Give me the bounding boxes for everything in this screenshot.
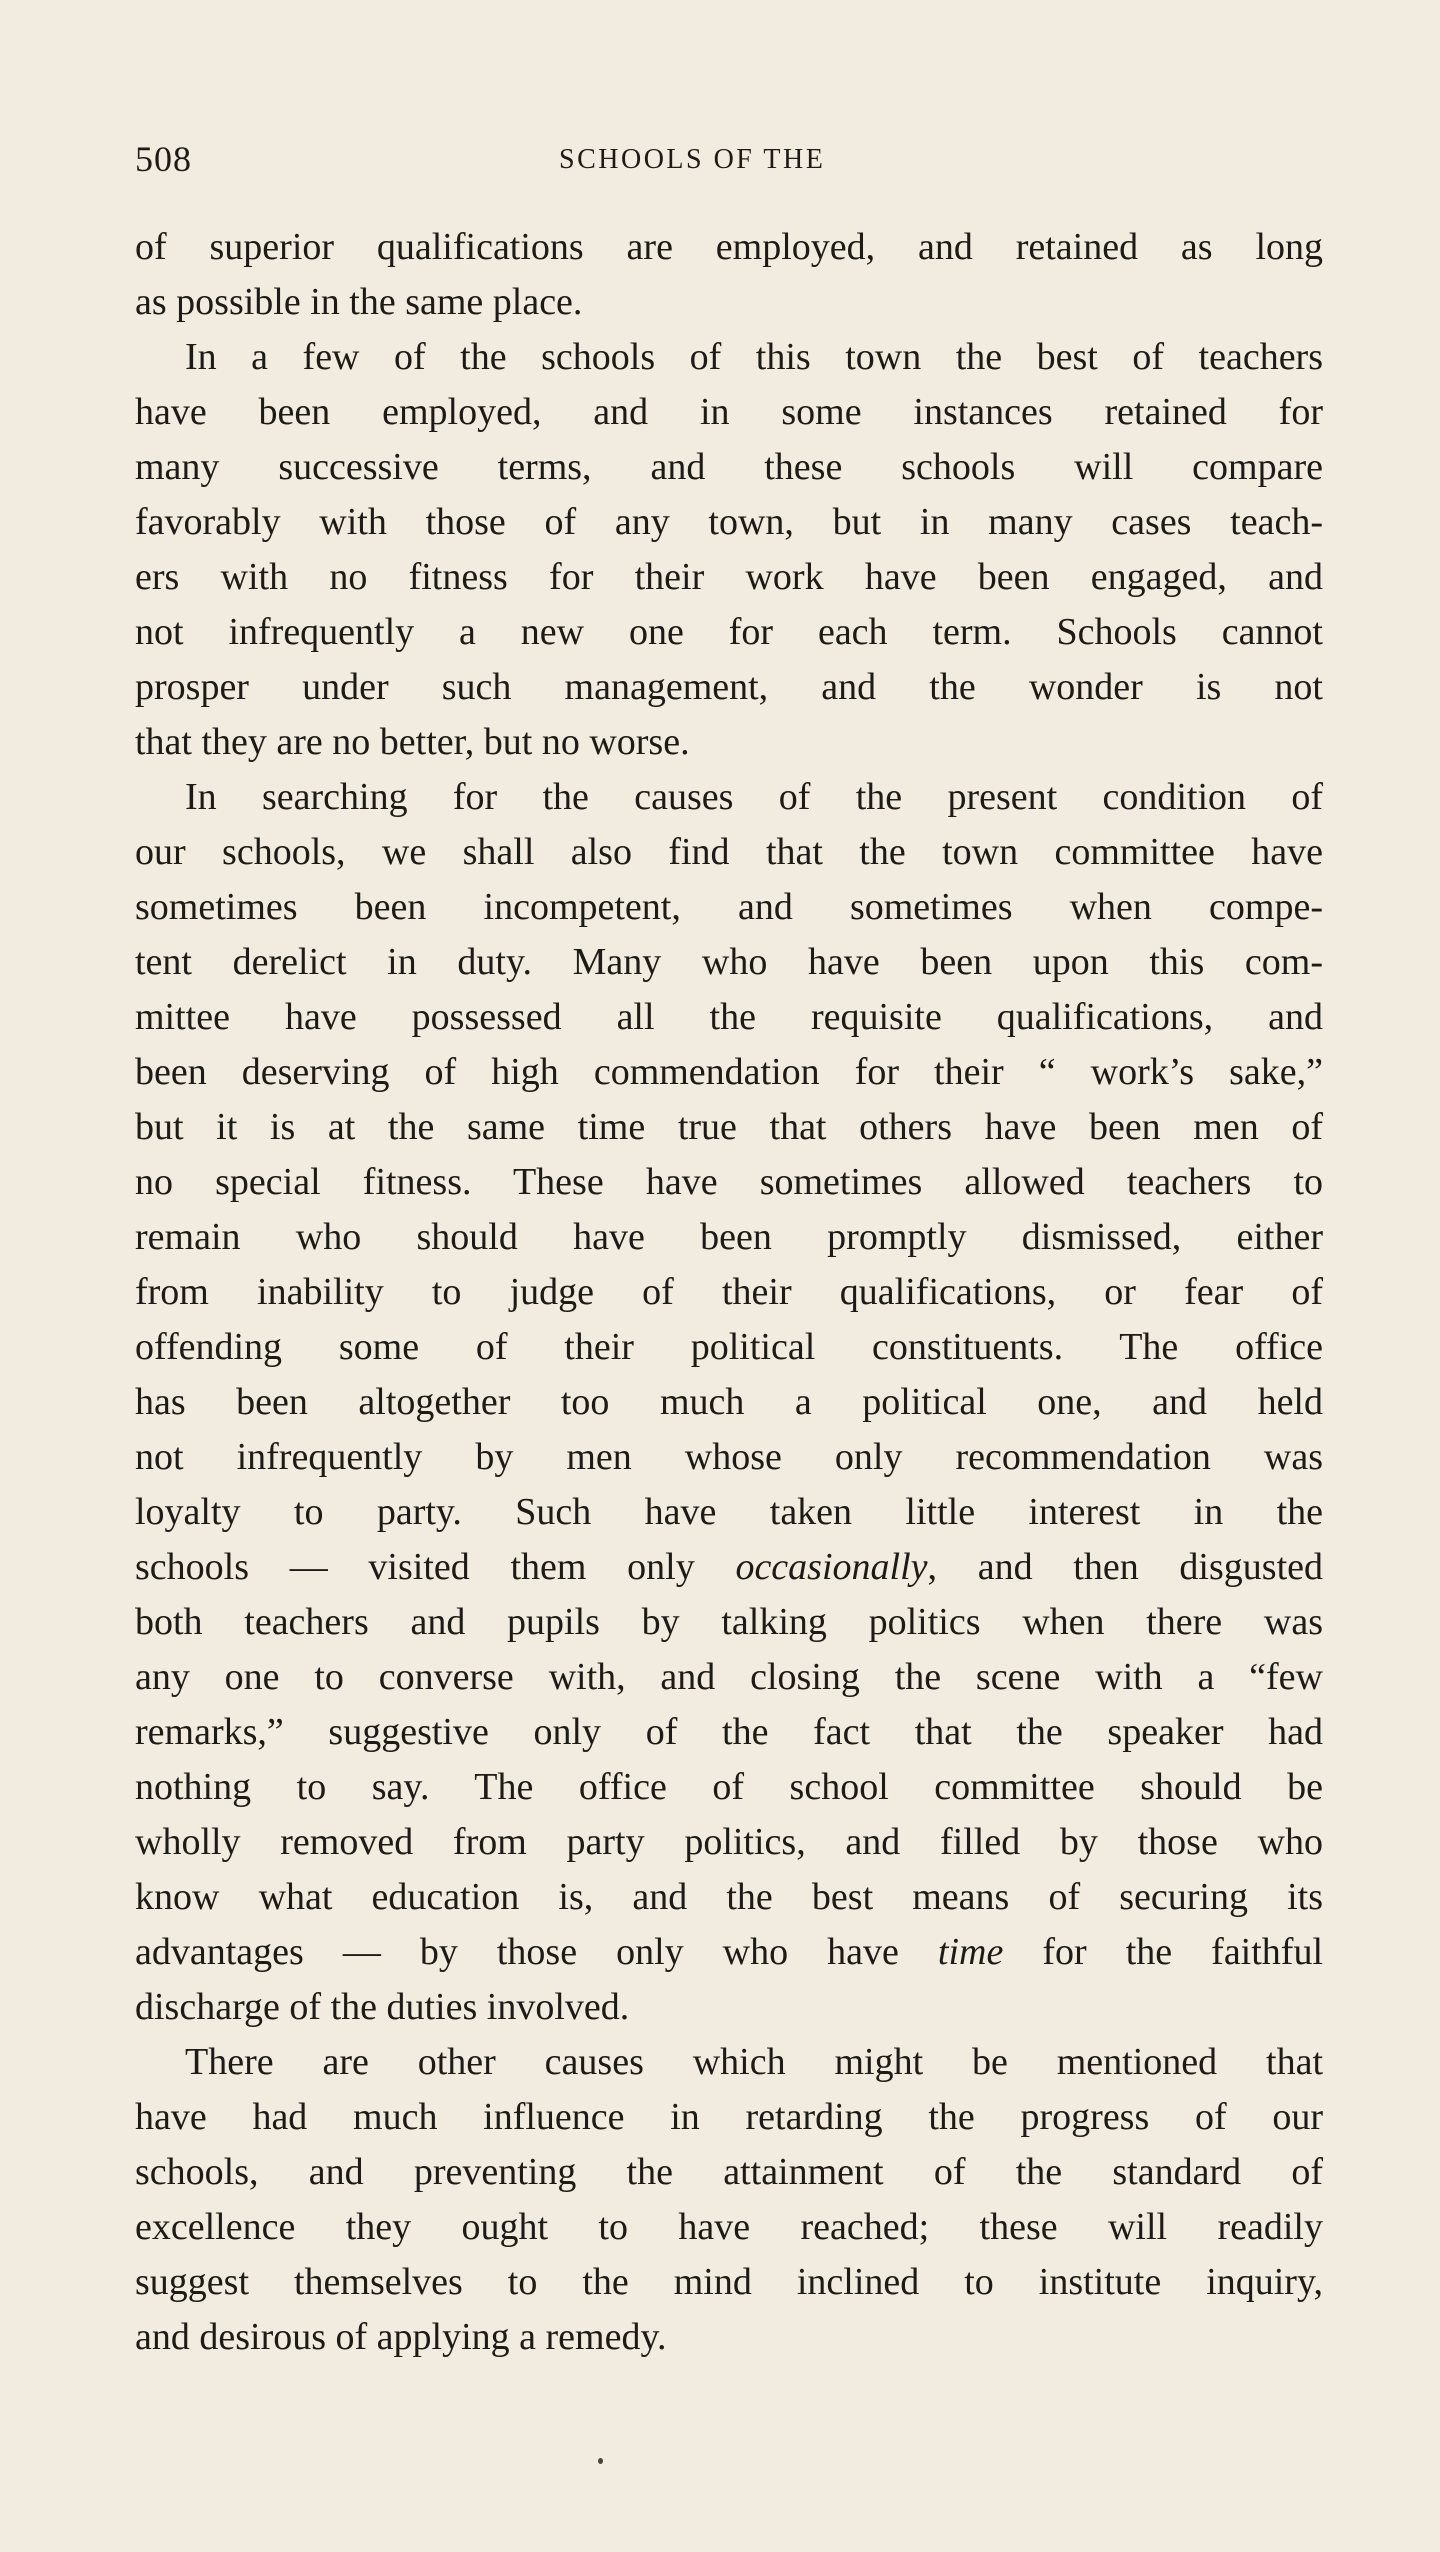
text-line: remain who should have been promptly dismissed, either	[135, 1216, 1323, 1258]
text-line: discharge of the duties involved.	[135, 1986, 630, 2028]
text-line: been deserving of high commendation for their “ work’s sake,”	[135, 1051, 1323, 1093]
text-line: suggest themselves to the mind inclined to institute inquiry,	[135, 2261, 1323, 2303]
text-line: and desirous of applying a remedy.	[135, 2316, 667, 2358]
text-segment: advantages — by those only who have	[135, 1931, 899, 1973]
text-line: no special fitness. These have sometimes allowed teachers to	[135, 1161, 1323, 1203]
ink-speck	[598, 2458, 603, 2464]
italic-word: occasionally	[735, 1546, 928, 1588]
text-segment: for the faithful	[1042, 1931, 1324, 1973]
text-line: not infrequently by men whose only recommendation was	[135, 1436, 1323, 1478]
page-header	[135, 138, 1335, 188]
text-line: There are other causes which might be mentioned that	[185, 2041, 1323, 2083]
text-line: excellence they ought to have reached; these will readily	[135, 2206, 1323, 2248]
text-line: sometimes been incompetent, and sometimes when compe-	[135, 886, 1323, 928]
text-line: wholly removed from party politics, and filled by those who	[135, 1821, 1323, 1863]
text-line: has been altogether too much a political one, and held	[135, 1381, 1323, 1423]
text-line: our schools, we shall also find that the town committee have	[135, 831, 1323, 873]
text-line-with-italic	[135, 1925, 1323, 1980]
text-line: tent derelict in duty. Many who have been upon this com-	[135, 941, 1323, 983]
text-line: of superior qualifications are employed, and retained as long	[135, 226, 1323, 268]
text-line: but it is at the same time true that others have been men of	[135, 1106, 1323, 1148]
page-number: 508	[135, 139, 192, 179]
text-segment: schools — visited them only	[135, 1546, 695, 1588]
text-line: offending some of their political constituents. The office	[135, 1326, 1323, 1368]
text-line-with-italic	[135, 1540, 1323, 1595]
text-line: mittee have possessed all the requisite qualifications, and	[135, 996, 1323, 1038]
text-line: schools, and preventing the attainment of the standard of	[135, 2151, 1323, 2193]
text-segment: , and then disgusted	[927, 1546, 1323, 1588]
text-line: nothing to say. The office of school committee should be	[135, 1766, 1323, 1808]
text-line: from inability to judge of their qualifications, or fear of	[135, 1271, 1323, 1313]
text-line: prosper under such management, and the wonder is not	[135, 666, 1323, 708]
text-line: have had much influence in retarding the progress of our	[135, 2096, 1323, 2138]
text-line: both teachers and pupils by talking politics when there was	[135, 1601, 1323, 1643]
text-line: that they are no better, but no worse.	[135, 721, 690, 763]
running-head: SCHOOLS OF THE	[559, 144, 826, 175]
text-line: In searching for the causes of the present condition of	[185, 776, 1323, 818]
text-line: ers with no fitness for their work have been engaged, and	[135, 556, 1323, 598]
text-line: as possible in the same place.	[135, 281, 583, 323]
text-line: loyalty to party. Such have taken little interest in the	[135, 1491, 1323, 1533]
text-line: any one to converse with, and closing the scene with a “few	[135, 1656, 1323, 1698]
text-line: In a few of the schools of this town the best of teachers	[185, 336, 1323, 378]
text-line: remarks,” suggestive only of the fact that the speaker had	[135, 1711, 1323, 1753]
italic-word: time	[937, 1931, 1004, 1973]
text-line: many successive terms, and these schools will compare	[135, 446, 1323, 488]
body-text	[135, 220, 1323, 2365]
text-line: know what education is, and the best means of securing its	[135, 1876, 1323, 1918]
text-line: not infrequently a new one for each term. Schools cannot	[135, 611, 1323, 653]
text-line: favorably with those of any town, but in many cases teach-	[135, 501, 1323, 543]
text-line: have been employed, and in some instances retained for	[135, 391, 1323, 433]
